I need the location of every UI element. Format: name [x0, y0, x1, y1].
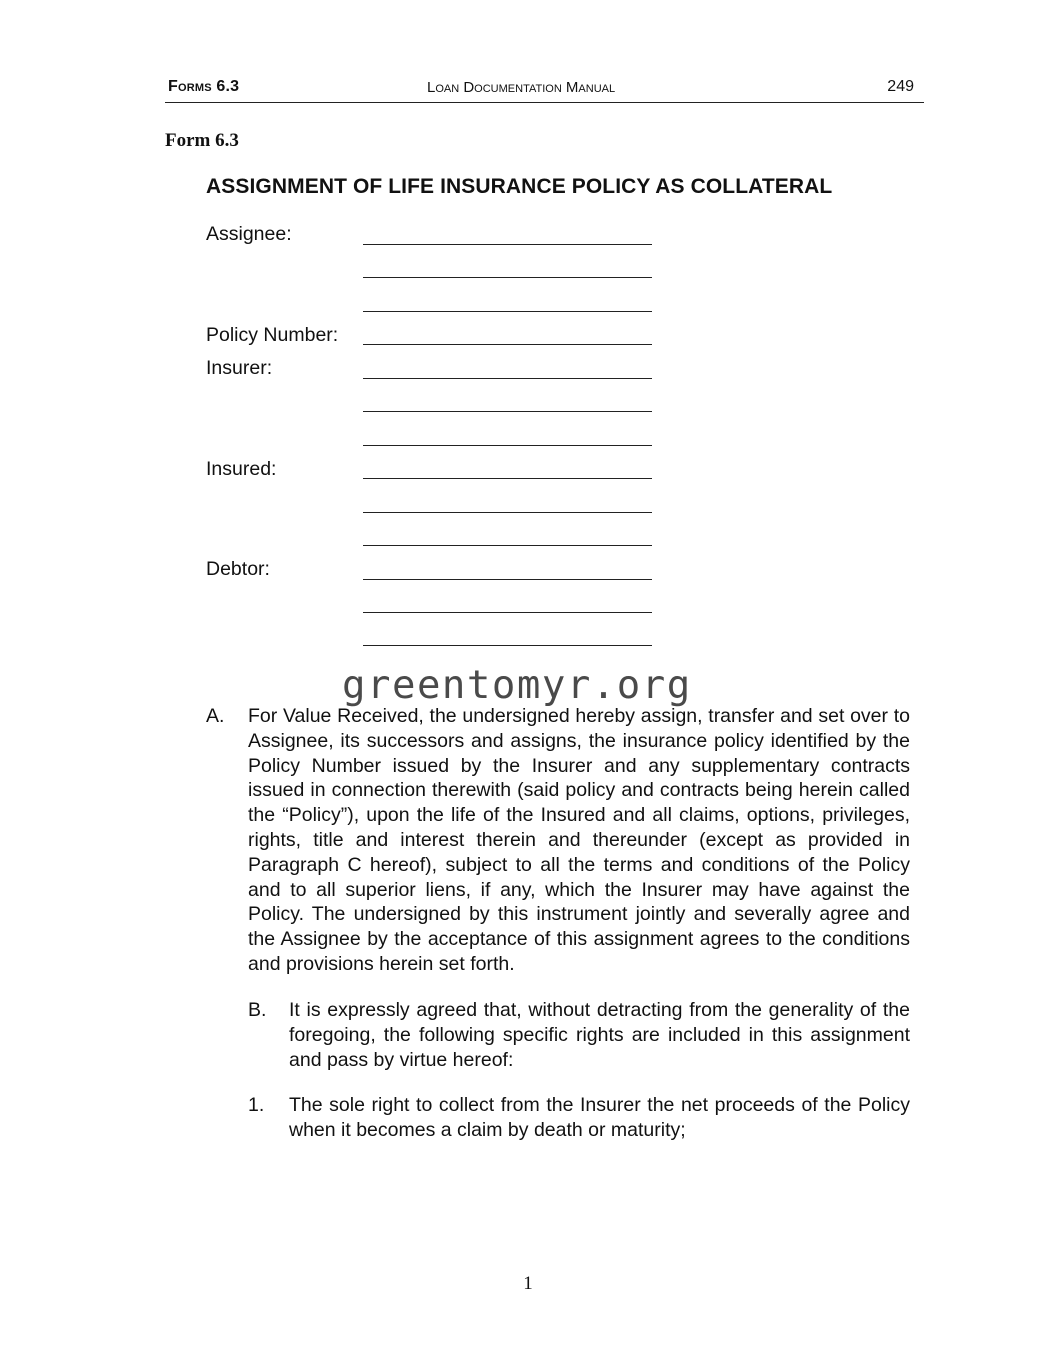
assignee-line-3[interactable]: [363, 311, 652, 312]
document-title: ASSIGNMENT OF LIFE INSURANCE POLICY AS COLLATERAL: [206, 175, 833, 198]
paragraph-b-marker: B.: [248, 999, 267, 1021]
insurer-label: Insurer:: [206, 357, 273, 379]
assignee-label: Assignee:: [206, 223, 292, 245]
assignee-line-1[interactable]: [363, 244, 652, 245]
paragraph-a-text: For Value Received, the undersigned hereby assign, transfer and set over to Assignee, its successors and assigns, the insurance policy identified by the Policy Number issued by the Insurer and any supplementary contracts issued in connection therewith (said policy and contracts being herein called the “Policy”), upon the life of the Insured and all claims, options, privileges, rights, title and interest therein and thereunder (except as provided in Paragraph C hereof), subject to all the terms and conditions of the Policy and to all superior liens, if any, which the Insurer may have against the Policy. The undersigned by this instrument jointly and severally agree and the Assignee by the acceptance of this assignment agrees to the conditions and provisions herein set forth.: [248, 705, 910, 975]
insured-line-3[interactable]: [363, 545, 652, 546]
running-header: [165, 76, 924, 103]
paragraph-b-text: It is expressly agreed that, without detracting from the generality of the foregoing, the following specific rights are included in this assignment and pass by virtue hereof:: [289, 999, 910, 1071]
debtor-line-2[interactable]: [363, 612, 652, 613]
watermark: greentomyr.org: [342, 663, 692, 708]
insurer-line-3[interactable]: [363, 445, 652, 446]
header-page-number: 249: [887, 78, 914, 95]
policy-number-label: Policy Number:: [206, 324, 339, 346]
insured-line-1[interactable]: [363, 478, 652, 479]
form-label: Form 6.3: [165, 130, 239, 151]
header-manual-title: Loan Documentation Manual: [427, 79, 616, 96]
debtor-line-3[interactable]: [363, 645, 652, 646]
footer-page-number: 1: [523, 1273, 533, 1294]
insurer-line-2[interactable]: [363, 411, 652, 412]
debtor-label: Debtor:: [206, 558, 270, 580]
header-form-ref: Forms 6.3: [168, 78, 240, 95]
insured-label: Insured:: [206, 458, 277, 480]
paragraph-a-marker: A.: [206, 705, 225, 727]
assignee-line-2[interactable]: [363, 277, 652, 278]
item-1-text: The sole right to collect from the Insurer the net proceeds of the Policy when it becomes a claim by death or maturity;: [289, 1094, 910, 1141]
debtor-line-1[interactable]: [363, 579, 652, 580]
item-1-marker: 1.: [248, 1094, 265, 1116]
insurer-line-1[interactable]: [363, 378, 652, 379]
policy-number-line[interactable]: [363, 344, 652, 345]
insured-line-2[interactable]: [363, 512, 652, 513]
